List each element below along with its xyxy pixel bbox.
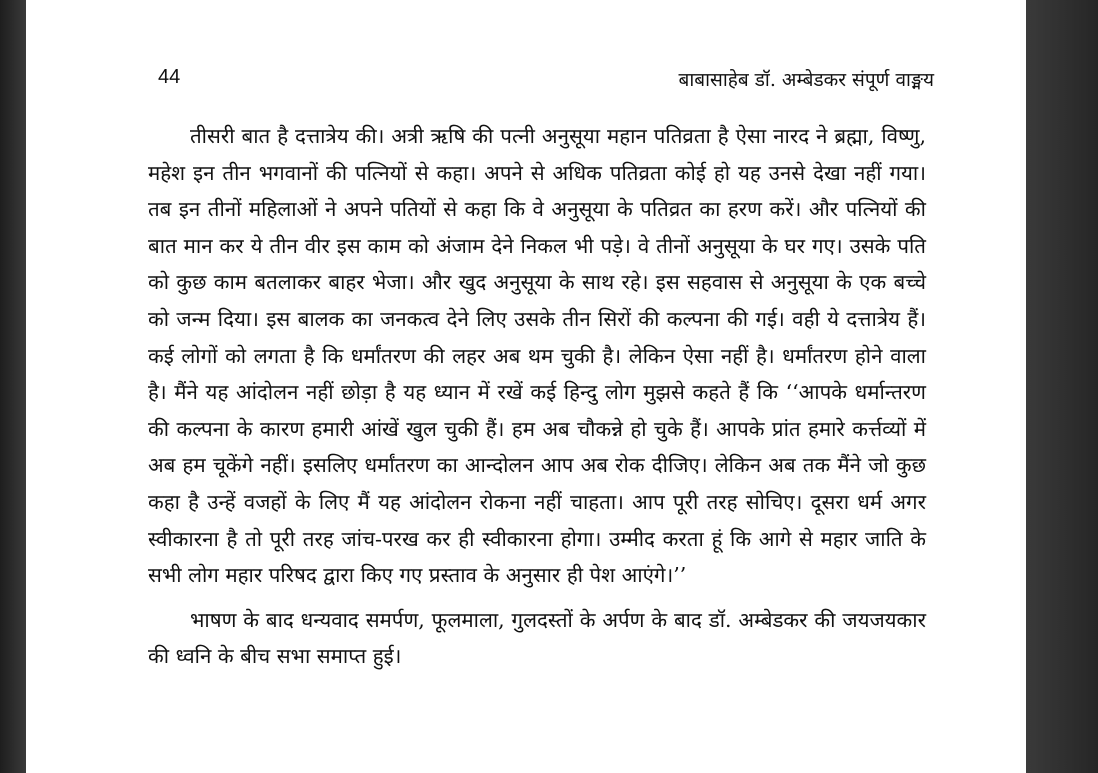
document-page[interactable] bbox=[26, 0, 1026, 773]
running-header-title: बाबासाहेब डॉ. अम्बेडकर संपूर्ण वाङ्मय bbox=[678, 69, 934, 91]
viewer-right-margin bbox=[1026, 0, 1098, 773]
body-paragraph-1: तीसरी बात है दत्तात्रेय की। अत्री ऋषि की पत्नी अनुसूया महान पतिव्रता है ऐसा नारद ने ब्रह्मा, विष्णु, महेश इन तीन भगवानों की पत्नियों से कहा। अपने से अधिक पतिव्रता कोई हो यह उनसे देखा नहीं गया। तब इन तीनों महिलाओं ने अपने पतियों से कहा कि वे अनुसूया के पतिव्रत का हरण करें। और पत्नियों की बात मान कर ये तीन वीर इस काम को अंजाम देने निकल भी पड़े। वे तीनों अनुसूया के घर गए। उसके पति को कुछ काम बतलाकर बाहर भेजा। और खुद अनुसूया के साथ रहे। इस सहवास से अनुसूया के एक बच्चे को जन्म दिया। इस बालक का जनकत्व देने लिए उसके तीन सिरों की कल्पना की गई। वही ये दत्तात्रेय हैं। कई लोगों को लगता है कि धर्मांतरण की लहर अब थम चुकी है। लेकिन ऐसा नहीं है। धर्मांतरण होने वाला है। मैंने यह आंदोलन नहीं छोड़ा है यह ध्यान में रखें कई हिन्दु लोग मुझसे कहते हैं कि ‘‘आपके धर्मान्तरण की कल्पना के कारण हमारी आंखें खुल चुकी हैं। हम अब चौकन्ने हो चुके हैं। आपके प्रांत हमारे कर्त्तव्यों में अब हम चूकेंगे नहीं। इसलिए धर्मांतरण का आन्दोलन आप अब रोक दीजिए। लेकिन अब तक मैंने जो कुछ कहा है उन्हें वजहों के लिए मैं यह आंदोलन रोकना नहीं चाहता। आप पूरी तरह सोचिए। दूसरा धर्म अगर स्वीकारना है तो पूरी तरह जांच-परख कर ही स्वीकारना होगा। उम्मीद करता हूं कि आगे से महार जाति के सभी लोग महार परिषद द्वारा किए गए प्रस्ताव के अनुसार ही पेश आएंगे।’’ bbox=[148, 124, 926, 588]
page-number: 44 bbox=[158, 66, 181, 88]
viewer-left-margin bbox=[0, 0, 26, 773]
body-paragraph-2: भाषण के बाद धन्यवाद समर्पण, फूलमाला, गुलदस्तों के अर्पण के बाद डॉ. अम्बेडकर की जयजयकार की ध्वनि के बीच सभा समाप्त हुई। bbox=[148, 607, 926, 669]
page-body bbox=[148, 118, 926, 675]
